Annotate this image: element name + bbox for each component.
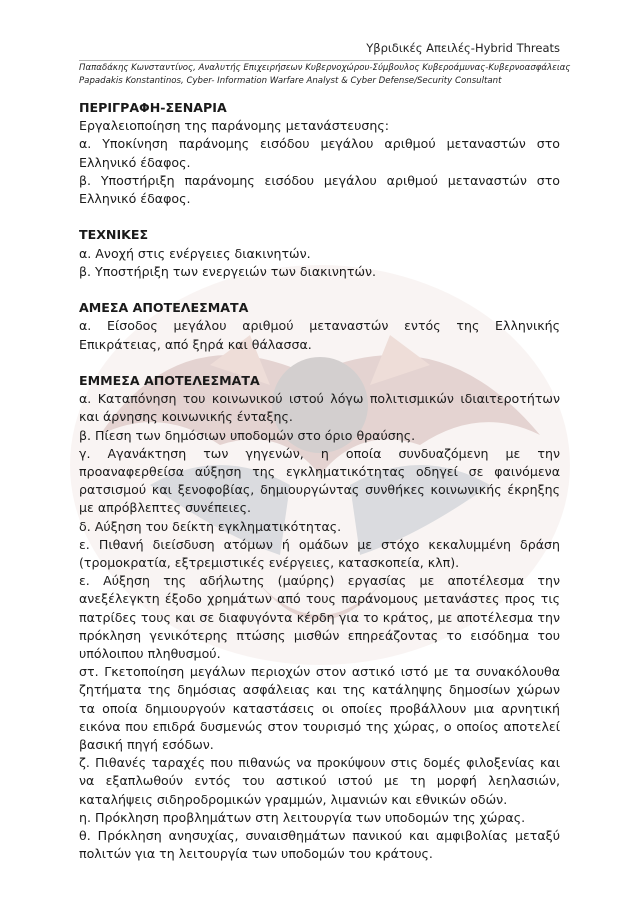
section-title: ΠΕΡΙΓΡΑΦΗ-ΣΕΝΑΡΙΑ: [79, 100, 227, 115]
paragraph: β. Υποστήριξη παράνομης εισόδου μεγάλου αριθμού μεταναστών στο Ελληνικό έδαφος.: [79, 172, 560, 207]
author-line-english: Papadakis Konstantinos, Cyber- Information Warfare Analyst & Cyber Defense/Security Consultant: [79, 76, 502, 86]
section-title: ΕΜΜΕΣΑ ΑΠΟΤΕΛΕΣΜΑΤΑ: [79, 373, 260, 388]
section-indirect-results: [79, 372, 560, 863]
paragraph: δ. Αύξηση του δείκτη εγκληματικότητας.: [79, 518, 342, 534]
document-title: Υβριδικές Απειλές-Hybrid Threats: [366, 41, 560, 55]
paragraph: γ. Αγανάκτηση των γηγενών, η οποία συνδυαζόμενη με την προαναφερθείσα αύξηση της εγκληματικότητας οδηγεί σε φαινόμενα ρατσισμού και ξενοφοβίας, δημιουργώντας συνθήκες κοινωνικής έκρηξης με απρόβλεπτες συνέπειες.: [79, 445, 560, 516]
paragraph: α. Υποκίνηση παράνομης εισόδου μεγάλου αριθμού μεταναστών στο Ελληνικό έδαφος.: [79, 136, 560, 170]
paragraph: ζ. Πιθανές ταραχές που πιθανώς να προκύψουν στις δομές φιλοξενίας και να εξαπλωθούν εντός του αστικού ιστού με τη μορφή λεηλασιών, καταλήψεις σιδηροδρομικών γραμμών, λιμανιών και εθνικών οδών.: [79, 755, 560, 807]
paragraph: στ. Γκετοποίηση μεγάλων περιοχών στον αστικό ιστό με τα συνακόλουθα ζητήματα της δημόσιας ασφάλειας και της κατάληψης δημοσίων χώρων τα οποία δημιουργούν καταστάσεις οι οποίες προβάλλουν μια αρνητική εικόνα που επιδρά δυσμενώς στον τουρισμό της χώρας, ο οποίος αποτελεί βασική πηγή εσόδων.: [79, 664, 560, 753]
paragraph: ε. Πιθανή διείσδυση ατόμων ή ομάδων με στόχο κεκαλυμμένη δράση (τρομοκρατία, εξτρεμιστικές ενέργειες, κατασκοπεία, κλπ).: [79, 536, 560, 571]
paragraph: η. Πρόκληση προβλημάτων στη λειτουργία των υποδομών της χώρας.: [79, 809, 526, 825]
paragraph: Εργαλειοποίηση της παράνομης μετανάστευσης:: [79, 118, 389, 134]
section-description: [79, 99, 560, 208]
paragraph: β. Υποστήριξη των ενεργειών των διακινητών.: [79, 263, 377, 279]
document-body: [79, 99, 560, 882]
paragraph: α. Είσοδος μεγάλου αριθμού μεταναστών εντός της Ελληνικής Επικράτειας, από ξηρά και θάλασσα.: [79, 318, 560, 352]
paragraph: θ. Πρόκληση ανησυχίας, συναισθημάτων πανικού και αμφιβολίας μεταξύ πολιτών για τη λειτουργία των υποδομών του κράτους.: [79, 828, 560, 862]
header-divider: [79, 60, 560, 61]
paragraph: α. Καταπόνηση του κοινωνικού ιστού λόγω πολιτισμικών ιδιαιτεροτήτων και άρνησης κοινωνικής ένταξης.: [79, 391, 560, 425]
author-line-greek: Παπαδάκης Κωνσταντίνος, Αναλυτής Επιχειρήσεων Κυβερνοχώρου-Σύμβουλος Κυβεροάμυνας-Κυβερνοασφάλειας: [79, 63, 571, 73]
section-direct-results: [79, 299, 560, 354]
paragraph: ε. Αύξηση της αδήλωτης (μαύρης) εργασίας με αποτέλεσμα την ανεξέλεγκτη έξοδο χρημάτων από τους παράνομους μετανάστες προς τις πατρίδες τους και σε διαφυγόντα κέρδη για το κράτος, με αποτέλεσμα την πρόκληση γενικότερης πτώσης μισθών επηρεάζοντας το εισόδημα του υπόλοιπου πληθυσμού.: [79, 573, 560, 662]
paragraph: β. Πίεση των δημόσιων υποδομών στο όριο θραύσης.: [79, 427, 416, 443]
paragraph: α. Ανοχή στις ενέργειες διακινητών.: [79, 245, 311, 261]
section-title: ΑΜΕΣΑ ΑΠΟΤΕΛΕΣΜΑΤΑ: [79, 300, 249, 316]
section-title: ΤΕΧΝΙΚΕΣ: [79, 227, 149, 243]
section-techniques: [79, 226, 560, 281]
